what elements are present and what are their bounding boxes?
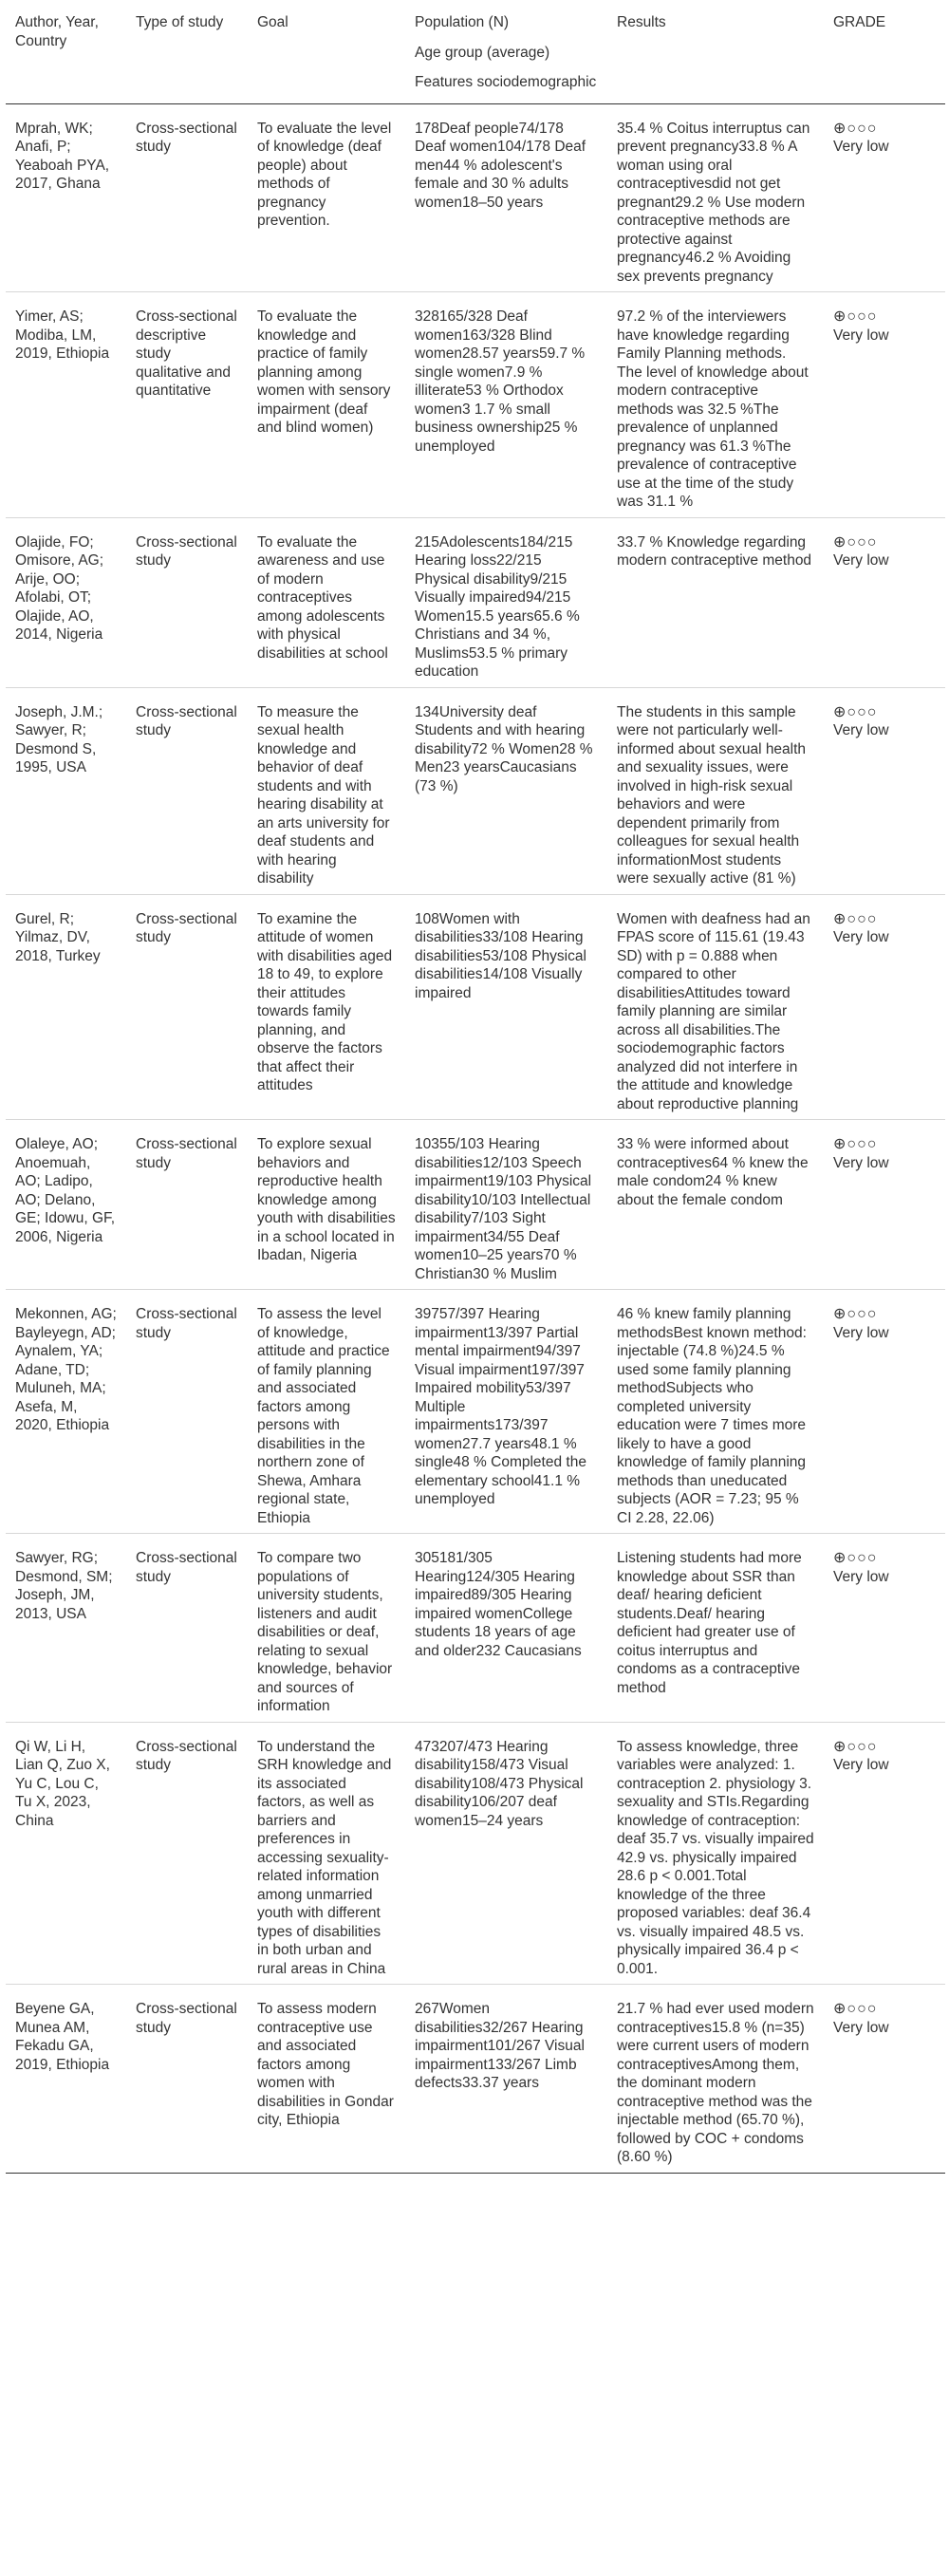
table-row xyxy=(6,1722,945,1985)
header-results: Results xyxy=(607,0,824,103)
cell-results: The students in this sample were not particularly well-informed about sexual health and sexuality issues, were involved in high-risk sexual behaviors and were dependent primarily from colleagues for sexual health informationMost students were sexually active (81 %) xyxy=(617,703,807,887)
cell-goal: To assess the level of knowledge, attitude and practice of family planning and associated factors among persons with disabilities in the northern zone of Shewa, Amhara regional state, Ethiopia xyxy=(257,1306,390,1526)
cell-results: 21.7 % had ever used modern contraceptives15.8 % (n=35) were current users of modern contraceptivesAmong them, the dominant modern contraceptive method was the injectable method (65.70 %), followed by COC + condoms (8.60 %) xyxy=(617,2001,814,2165)
cell-population: 108Women with disabilities33/108 Hearing disabilities53/108 Physical disabilities14/108 Visually impaired xyxy=(415,910,586,1001)
grade-label: Very low xyxy=(833,327,889,344)
cell-author: Sawyer, RG; Desmond, SM; Joseph, JM, 2013, USA xyxy=(15,1550,113,1622)
cell-grade xyxy=(824,1722,945,1985)
cell-grade xyxy=(824,894,945,1120)
cell-type: Cross-sectional study xyxy=(136,533,237,569)
cell-type: Cross-sectional study xyxy=(136,1550,237,1585)
cell-results: Listening students had more knowledge about SSR than deaf/ hearing deficient students.Deaf/ hearing deficient had greater use of coitus interruptus and condoms as a contraceptive method xyxy=(617,1550,802,1696)
grade-rating-icon: ⊕○○○ xyxy=(833,1136,878,1152)
grade-rating-icon: ⊕○○○ xyxy=(833,1550,878,1566)
cell-grade xyxy=(824,687,945,894)
header-population xyxy=(405,0,607,103)
cell-goal: To examine the attitude of women with disabilities aged 18 to 49, to explore their attitudes towards family planning, and observe the factors that affect their attitudes xyxy=(257,910,393,1093)
cell-goal: To explore sexual behaviors and reproductive health knowledge among youth with disabilities in a school located in Ibadan, Nigeria xyxy=(257,1136,396,1263)
cell-type: Cross-sectional study xyxy=(136,1306,237,1341)
cell-type: Cross-sectional study xyxy=(136,1738,237,1773)
header-goal: Goal xyxy=(248,0,405,103)
cell-type: Cross-sectional study xyxy=(136,2001,237,2036)
cell-grade xyxy=(824,292,945,518)
cell-author: Olaleye, AO; Anoemuah, AO; Ladipo, AO; Delano, GE; Idowu, GF, 2006, Nigeria xyxy=(15,1136,116,1245)
grade-rating-icon: ⊕○○○ xyxy=(833,2001,878,2017)
cell-grade xyxy=(824,1985,945,2174)
grade-label: Very low xyxy=(833,552,889,569)
cell-results: 33 % were informed about contraceptives64 % knew the male condom24 % knew about the female condom xyxy=(617,1136,809,1208)
cell-grade xyxy=(824,103,945,292)
header-type: Type of study xyxy=(126,0,248,103)
cell-author: Qi W, Li H, Lian Q, Zuo X, Yu C, Lou C, Tu X, 2023, China xyxy=(15,1738,110,1829)
table-row xyxy=(6,894,945,1120)
grade-rating-icon: ⊕○○○ xyxy=(833,533,878,551)
cell-grade xyxy=(824,517,945,687)
cell-type: Cross-sectional study xyxy=(136,120,237,155)
grade-label: Very low xyxy=(833,1757,889,1773)
cell-author: Mekonnen, AG; Bayleyegn, AD; Aynalem, YA; Adane, TD; Muluneh, MA; Asefa, M, 2020, Ethiopia xyxy=(15,1306,117,1433)
cell-author: Mprah, WK; Anafi, P; Yeaboah PYA, 2017, Ghana xyxy=(15,120,110,192)
grade-rating-icon: ⊕○○○ xyxy=(833,1306,878,1322)
cell-goal: To evaluate the awareness and use of modern contraceptives among adolescents with physical disabilities at school xyxy=(257,533,388,662)
header-population-line: Population (N) xyxy=(415,14,510,30)
cell-results: 35.4 % Coitus interruptus can prevent pregnancy33.8 % A woman using oral contraceptivesdid not get pregnant29.2 % Use modern contraceptive methods are protective against pregnancy46.2 % Avoiding sex prevents pregnancy xyxy=(617,120,810,285)
grade-label: Very low xyxy=(833,1324,889,1341)
table-row xyxy=(6,1120,945,1290)
cell-type: Cross-sectional study xyxy=(136,910,237,945)
cell-results: 46 % knew family planning methodsBest known method: injectable (74.8 %)24.5 % used some family planning methodSubjects who completed university education were 7 times more likely to have a good knowledge of family planning methods than uneducated subjects (AOR = 7.23; 95 % CI 2.28, 22.06) xyxy=(617,1306,807,1526)
table-row xyxy=(6,1985,945,2174)
cell-population: 39757/397 Hearing impairment13/397 Partial mental impairment94/397 Visual impairment197/397 Impaired mobility53/397 Multiple impairments173/397 women27.7 years48.1 % single48 % Completed the elementary school41.1 % unemployed xyxy=(415,1306,586,1507)
cell-results: 33.7 % Knowledge regarding modern contraceptive method xyxy=(617,533,812,569)
header-population-line: Age group (average) xyxy=(415,44,550,61)
cell-goal: To evaluate the level of knowledge (deaf people) about methods of pregnancy prevention. xyxy=(257,120,392,229)
cell-results: 97.2 % of the interviewers have knowledge regarding Family Planning methods. The level of knowledge about modern contraceptive methods was 32.5 %The prevalence of unplanned pregnancy was 61.3 %The prevalence of contraceptive use at the time of the study was 31.1 % xyxy=(617,308,809,510)
cell-population: 305181/305 Hearing124/305 Hearing impaired89/305 Hearing impaired womenCollege students 18 years of age and older232 Caucasians xyxy=(415,1550,582,1659)
cell-population: 473207/473 Hearing disability158/473 Visual disability108/473 Physical disability106/207 deaf women15–24 years xyxy=(415,1738,584,1829)
cell-author: Beyene GA, Munea AM, Fekadu GA, 2019, Ethiopia xyxy=(15,2001,110,2073)
table-row xyxy=(6,1534,945,1723)
cell-author: Joseph, J.M.; Sawyer, R; Desmond S, 1995, USA xyxy=(15,703,103,775)
cell-author: Gurel, R; Yilmaz, DV, 2018, Turkey xyxy=(15,910,101,964)
cell-results: Women with deafness had an FPAS score of 115.61 (19.43 SD) with p = 0.888 when compared to other disabilitiesAttitudes toward family planning are similar across all disabilities.The sociodemographic factors analyzed did not interfere in the attitude and knowledge about reproductive planning xyxy=(617,910,810,1112)
grade-rating-icon: ⊕○○○ xyxy=(833,910,878,927)
cell-type: Cross-sectional study xyxy=(136,703,237,738)
table-row xyxy=(6,292,945,518)
table-header xyxy=(6,0,945,103)
grade-rating-icon: ⊕○○○ xyxy=(833,1738,878,1755)
cell-goal: To evaluate the knowledge and practice of family planning among women with sensory impairment (deaf and blind women) xyxy=(257,308,391,436)
cell-type: Cross-sectional descriptive study qualitative and quantitative xyxy=(136,308,237,399)
cell-author: Yimer, AS; Modiba, LM, 2019, Ethiopia xyxy=(15,308,110,362)
table-body xyxy=(6,103,945,2173)
cell-author: Olajide, FO; Omisore, AG; Arije, OO; Afolabi, OT; Olajide, AO, 2014, Nigeria xyxy=(15,533,104,643)
table-row xyxy=(6,1290,945,1534)
grade-label: Very low xyxy=(833,139,889,155)
grade-rating-icon: ⊕○○○ xyxy=(833,120,878,137)
header-author: Author, Year, Country xyxy=(6,0,126,103)
cell-goal: To measure the sexual health knowledge and behavior of deaf students and with hearing disability at an arts university for deaf students and with hearing disability xyxy=(257,703,390,887)
table-row xyxy=(6,517,945,687)
cell-goal: To compare two populations of university students, listeners and audit disabilities or deaf, relating to sexual knowledge, behavior and sources of information xyxy=(257,1550,393,1714)
studies-table xyxy=(6,0,945,2174)
table-row xyxy=(6,103,945,292)
header-row xyxy=(6,0,945,103)
header-population-line: Features sociodemographic xyxy=(415,74,597,90)
grade-label: Very low xyxy=(833,1154,889,1171)
cell-grade xyxy=(824,1534,945,1723)
grade-rating-icon: ⊕○○○ xyxy=(833,703,878,720)
grade-rating-icon: ⊕○○○ xyxy=(833,308,878,325)
cell-goal: To assess modern contraceptive use and associated factors among women with disabilities in Gondar city, Ethiopia xyxy=(257,2001,394,2128)
grade-label: Very low xyxy=(833,2019,889,2036)
grade-label: Very low xyxy=(833,1568,889,1585)
cell-population: 328165/328 Deaf women163/328 Blind women28.57 years59.7 % single women7.9 % illiterate53 % Orthodox women3 1.7 % small business ownership25 % unemployed xyxy=(415,308,586,455)
cell-population: 267Women disabilities32/267 Hearing impairment101/267 Visual impairment133/267 Limb defects33.37 years xyxy=(415,2001,585,2091)
cell-population: 178Deaf people74/178 Deaf women104/178 Deaf men44 % adolescent's female and 30 % adults women18–50 years xyxy=(415,120,586,211)
cell-grade xyxy=(824,1290,945,1534)
cell-population: 215Adolescents184/215 Hearing loss22/215 Physical disability9/215 Visually impaired94/215 Women15.5 years65.6 % Christians and 34 %, Muslims53.5 % primary education xyxy=(415,533,580,680)
header-grade: GRADE xyxy=(824,0,945,103)
cell-type: Cross-sectional study xyxy=(136,1136,237,1171)
cell-results: To assess knowledge, three variables were analyzed: 1. contraception 2. physiology 3. sexuality and STIs.Regarding knowledge of contraception: deaf 35.7 vs. visually impaired 42.9 vs. physically impaired 28.6 p < 0.001.Total knowledge of the three proposed variables: deaf 36.4 vs. visually impaired 48.5 vs. physically impaired 36.4 p < 0.001. xyxy=(617,1738,814,1977)
cell-population: 134University deaf Students and with hearing disability72 % Women28 % Men23 yearsCaucasians (73 %) xyxy=(415,703,593,794)
cell-population: 10355/103 Hearing disabilities12/103 Speech impairment19/103 Physical disability10/103 Intellectual disability7/103 Sight impairment34/55 Deaf women10–25 years70 % Christian30 % Muslim xyxy=(415,1136,592,1282)
grade-label: Very low xyxy=(833,929,889,945)
cell-goal: To understand the SRH knowledge and its associated factors, as well as barriers and preferences in accessing sexuality-related information among unmarried youth with different types of disabilities in both urban and rural areas in China xyxy=(257,1738,392,1977)
table-row xyxy=(6,687,945,894)
grade-label: Very low xyxy=(833,722,889,738)
cell-grade xyxy=(824,1120,945,1290)
